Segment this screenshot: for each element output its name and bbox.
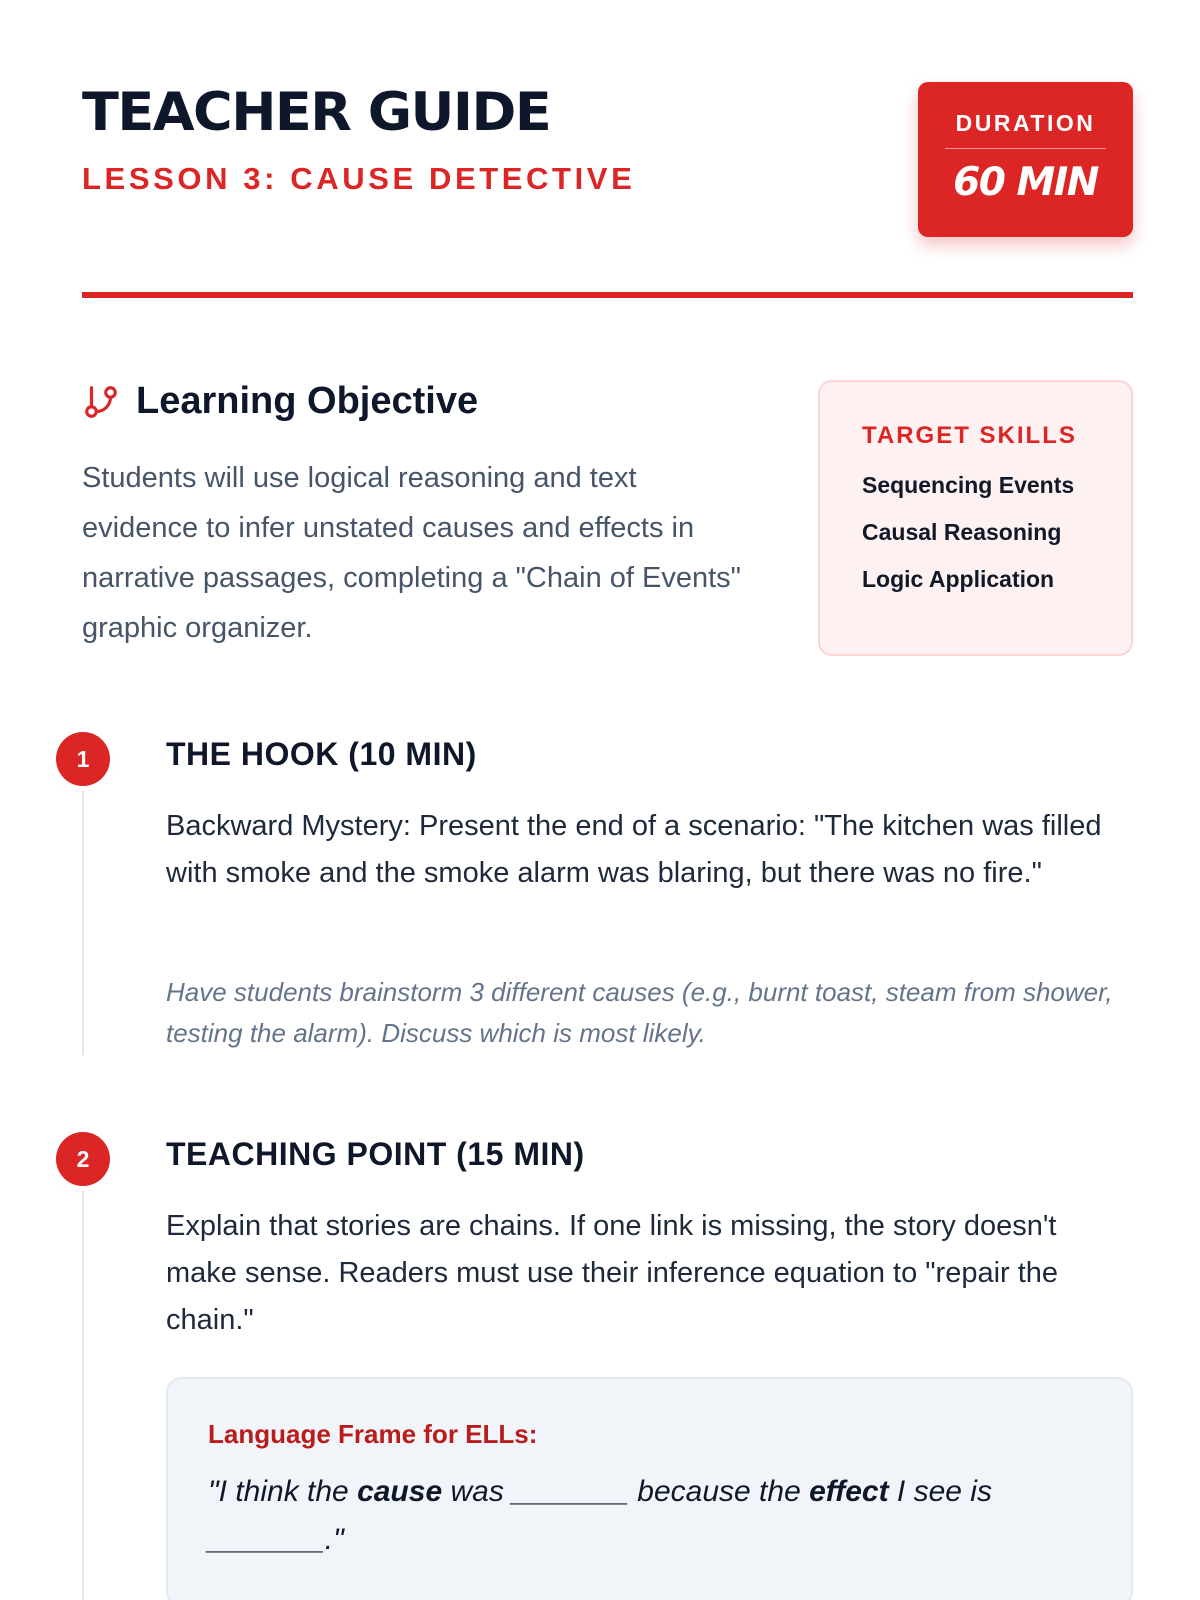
step-title: THE HOOK (10 MIN) [166, 736, 477, 772]
duration-badge [918, 82, 1133, 237]
language-frame-sentence [208, 1468, 1131, 1564]
learning-objective-section [82, 380, 742, 653]
header-divider [82, 292, 1133, 298]
page-title: TEACHER GUIDE [82, 82, 551, 143]
step-description: Explain that stories are chains. If one link is missing, the story doesn't make sense. Readers must use their inference equation to "repair the chain." [166, 1210, 1059, 1336]
language-frame-label: Language Frame for ELLs: [208, 1419, 538, 1449]
timeline-line [82, 760, 84, 1055]
frame-keyword-effect: effect [809, 1475, 889, 1508]
step-description: Backward Mystery: Present the end of a scenario: "The kitchen was filled with smoke and the smoke alarm was blaring, but there was no fire." [166, 810, 1102, 889]
language-frame-card [166, 1377, 1133, 1600]
target-skills-card [818, 380, 1133, 656]
lesson-subtitle: LESSON 3: CAUSE DETECTIVE [82, 161, 636, 196]
step-number-badge: 1 [56, 732, 110, 786]
frame-text-part: I see is _______." [208, 1475, 992, 1556]
timeline-line [82, 1160, 84, 1600]
skill-item: Sequencing Events [862, 472, 1075, 498]
objective-text: Students will use logical reasoning and text evidence to infer unstated causes and effects in narrative passages, completing a "Chain of Events" graphic organizer. [82, 462, 741, 644]
duration-divider [945, 148, 1106, 149]
git-branch-icon [82, 383, 120, 421]
skill-item: Causal Reasoning [862, 519, 1062, 545]
skills-list [862, 470, 1131, 611]
target-skills-label: TARGET SKILLS [862, 422, 1077, 449]
objective-title: Learning Objective [136, 380, 479, 422]
duration-label: DURATION [955, 110, 1096, 136]
frame-text-part: was _______ because the [442, 1475, 810, 1508]
duration-value: 60 MIN [953, 160, 1098, 205]
step-title: TEACHING POINT (15 MIN) [166, 1136, 585, 1172]
frame-text-part: "I think the [208, 1475, 358, 1508]
skill-item: Logic Application [862, 566, 1055, 592]
step-note: Have students brainstorm 3 different causes (e.g., burnt toast, steam from shower, testing the alarm). Discuss which is most likely. [166, 977, 1113, 1048]
header [82, 82, 1133, 242]
objective-heading [82, 380, 742, 423]
frame-keyword-cause: cause [357, 1475, 443, 1508]
step-number-badge: 2 [56, 1132, 110, 1186]
